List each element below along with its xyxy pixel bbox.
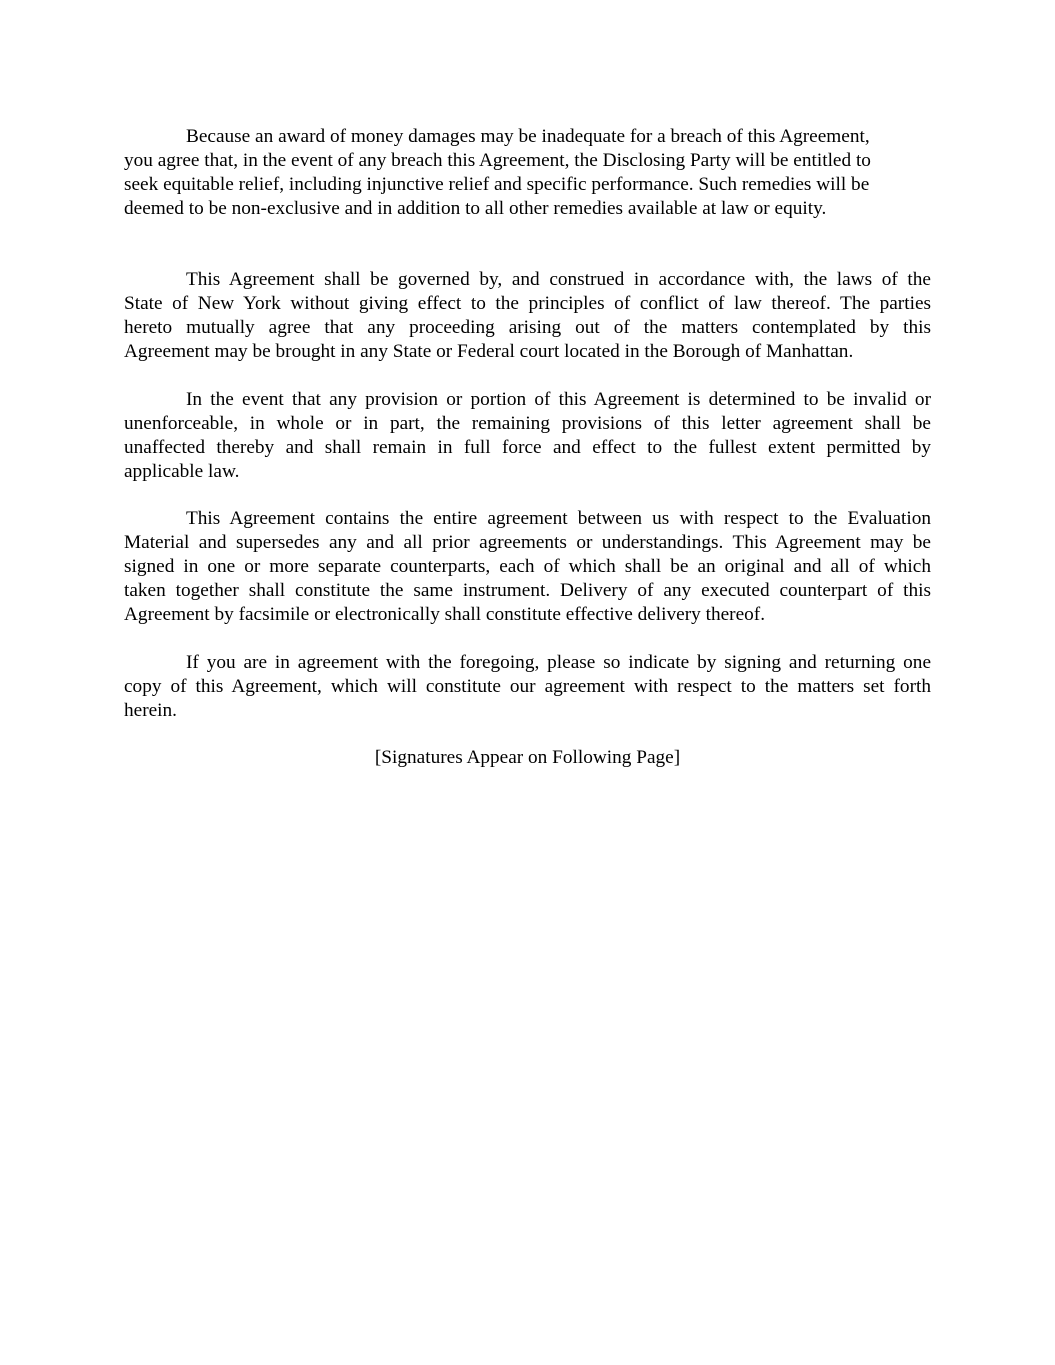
text-line: deemed to be non-exclusive and in addition to all other remedies available at law or equity. (124, 197, 827, 219)
text-line: herein. (124, 699, 177, 721)
text-line: copy of this Agreement, which will constitute our agreement with respect to the matters set forth (124, 675, 931, 697)
text-line: applicable law. (124, 460, 240, 482)
text-line: This Agreement contains the entire agreement between us with respect to the Evaluation (186, 508, 931, 530)
paragraph-severability (124, 388, 931, 484)
text-line: taken together shall constitute the same instrument. Delivery of any executed counterpart of this (124, 580, 931, 602)
text-line: If you are in agreement with the foregoing, please so indicate by signing and returning one (186, 651, 931, 673)
paragraph-acceptance (124, 651, 931, 723)
text-line: Because an award of money damages may be inadequate for a breach of this Agreement, (186, 126, 870, 147)
paragraph-governing-law (124, 268, 931, 364)
paragraph-equitable-relief (124, 125, 931, 221)
text-line: unaffected thereby and shall remain in full force and effect to the fullest extent permitted by (124, 436, 931, 458)
text-line: Agreement may be brought in any State or Federal court located in the Borough of Manhattan. (124, 341, 854, 363)
text-line: unenforceable, in whole or in part, the remaining provisions of this letter agreement shall be (124, 412, 931, 434)
text-line: In the event that any provision or portion of this Agreement is determined to be invalid or (186, 388, 931, 410)
signature-note: [Signatures Appear on Following Page] (374, 747, 681, 769)
paragraph-entire-agreement (124, 507, 931, 627)
text-line: Agreement by facsimile or electronically shall constitute effective delivery thereof. (124, 604, 766, 626)
text-line: hereto mutually agree that any proceeding arising out of the matters contemplated by this (124, 317, 931, 339)
text-line: signed in one or more separate counterparts, each of which shall be an original and all of which (124, 556, 931, 578)
text-line: State of New York without giving effect to the principles of conflict of law thereof. The parties (124, 293, 931, 315)
text-line: you agree that, in the event of any breach this Agreement, the Disclosing Party will be entitled to (124, 149, 871, 171)
text-line: Material and supersedes any and all prior agreements or understandings. This Agreement may be (124, 532, 931, 554)
text-line: This Agreement shall be governed by, and construed in accordance with, the laws of the (186, 269, 931, 291)
text-line: seek equitable relief, including injunctive relief and specific performance. Such remedies will be (124, 173, 870, 195)
document-page (124, 125, 931, 794)
